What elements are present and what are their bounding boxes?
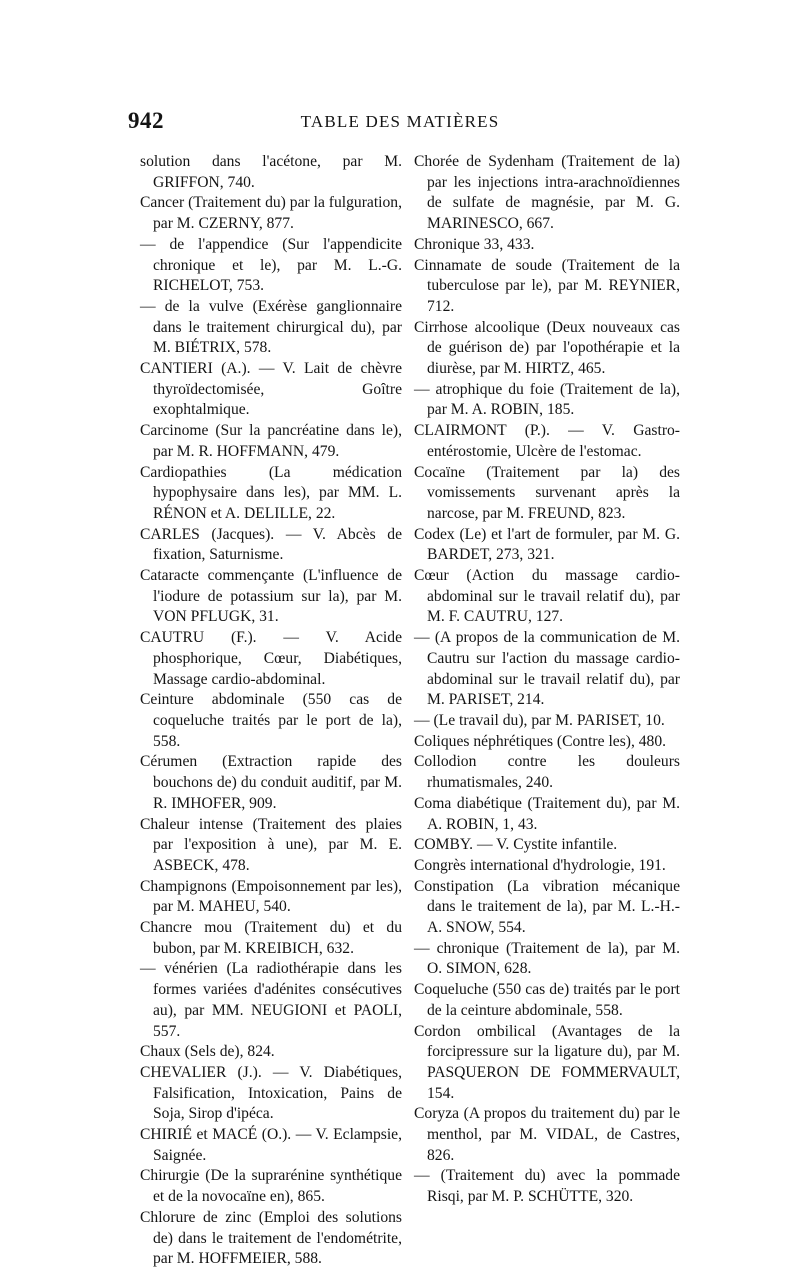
running-title: TABLE DES MATIÈRES [300,112,500,131]
index-entry: Congrès international d'hydrologie, 191. [414,856,666,874]
left-column [140,152,402,1270]
index-entry: CLAIRMONT (P.). — V. Gastro-entérostomie, Ulcère de l'estomac. [414,422,680,460]
index-entry: Cœur (Action du massage cardio-abdominal sur le travail relatif du), par M. F. CAUTRU, 127. [414,567,680,626]
index-entry: CAUTRU (F.). — V. Acide phosphorique, Cœur, Diabétiques, Massage cardio-abdominal. [140,629,402,688]
page-number: 942 [128,108,164,133]
index-entry: — atrophique du foie (Traitement de la), par M. A. ROBIN, 185. [414,380,680,419]
index-entry: Coma diabétique (Traitement du), par M. A. ROBIN, 1, 43. [414,794,680,833]
index-entry: Codex (Le) et l'art de formuler, par M. G. BARDET, 273, 321. [414,525,680,564]
index-entry: Chlorure de zinc (Emploi des solutions de) dans le traitement de l'endométrite, par M. HOFFMEIER, 588. [140,1208,402,1268]
index-entry: Constipation (La vibration mécanique dans le traitement de la), par M. L.-H.-A. SNOW, 554. [414,877,680,937]
index-entry: Chirurgie (De la suprarénine synthétique et de la novocaïne en), 865. [140,1167,402,1206]
index-entry: CARLES (Jacques). — V. Abcès de fixation, Saturnisme. [140,525,402,564]
index-entry: solution dans l'acétone, par M. GRIFFON, 740. [140,153,402,191]
index-entry: Chaleur intense (Traitement des plaies par l'exposition à une), par M. E. ASBECK, 478. [140,815,402,874]
index-entry: Cardiopathies (La médication hypophysaire dans les), par MM. L. RÉNON et A. DELILLE, 22. [140,463,402,522]
index-entry: CANTIERI (A.). — V. Lait de chèvre thyroïdectomisée, Goître exophtalmique. [140,360,402,419]
index-entry: — vénérien (La radiothérapie dans les formes variées d'adénites consécutives au), par MM. NEUGIONI et PAOLI, 557. [140,960,402,1040]
index-entry: — chronique (Traitement de la), par M. O. SIMON, 628. [414,939,680,978]
index-entry: Chorée de Sydenham (Traitement de la) par les injections intra-arachnoïdiennes de sulfate de magnésie, par M. G. MARINESCO, 667. [414,153,680,233]
index-entry: Champignons (Empoisonnement par les), par M. MAHEU, 540. [140,877,402,916]
index-entry: Cordon ombilical (Avantages de la forcipressure sur la ligature du), par M. PASQUERON DE FOMMERVAULT, 154. [414,1022,680,1102]
index-entry: Coryza (A propos du traitement du) par le menthol, par M. VIDAL, de Castres, 826. [414,1105,680,1164]
index-entry: Ceinture abdominale (550 cas de coqueluche traités par le port de la), 558. [140,691,402,750]
index-entry: Chronique 33, 433. [414,235,535,253]
index-entry: Cancer (Traitement du) par la fulguration, par M. CZERNY, 877. [140,194,402,233]
index-entry: CHIRIÉ et MACÉ (O.). — V. Eclampsie, Saignée. [140,1126,402,1164]
index-entry: — de la vulve (Exérèse ganglionnaire dans le traitement chirurgical du), par M. BIÉTRIX, 578. [140,297,402,357]
index-entry: Cocaïne (Traitement par la) des vomissements survenant après la narcose, par M. FREUND, 823. [414,463,680,522]
index-entry: COMBY. — V. Cystite infantile. [414,836,618,854]
index-entry: — (Traitement du) avec la pommade Risqi, par M. P. SCHÜTTE, 320. [414,1167,680,1206]
index-entry: Cataracte commençante (L'influence de l'iodure de potassium sur la), par M. VON PFLUGK, 31. [140,567,402,626]
index-entry: Collodion contre les douleurs rhumatismales, 240. [414,753,680,792]
index-entry: Coliques néphrétiques (Contre les), 480. [414,732,667,750]
index-entry: Coqueluche (550 cas de) traités par le port de la ceinture abdominale, 558. [414,981,680,1019]
index-entry: CHEVALIER (J.). — V. Diabétiques, Falsification, Intoxication, Pains de Soja, Sirop d'ipéca. [140,1063,402,1123]
page-header [128,108,672,140]
index-entry: Cérumen (Extraction rapide des bouchons de) du conduit auditif, par M. R. IMHOFER, 909. [140,753,402,812]
index-entry: — de l'appendice (Sur l'appendicite chronique et le), par M. L.-G. RICHELOT, 753. [140,235,402,295]
right-column [414,152,680,1208]
index-entry: — (A propos de la communication de M. Cautru sur l'action du massage cardio-abdominal sur le travail relatif du), par M. PARISET, 214. [414,629,680,709]
index-entry: Cinnamate de soude (Traitement de la tuberculose par le), par M. REYNIER, 712. [414,256,680,315]
index-entry: Chaux (Sels de), 824. [140,1043,275,1061]
index-entry: Cirrhose alcoolique (Deux nouveaux cas de guérison de) par l'opothérapie et la diurèse, par M. HIRTZ, 465. [414,318,680,378]
index-entry: Chancre mou (Traitement du) et du bubon, par M. KREIBICH, 632. [140,919,402,957]
index-entry: Carcinome (Sur la pancréatine dans le), par M. R. HOFFMANN, 479. [140,422,402,460]
index-entry: — (Le travail du), par M. PARISET, 10. [414,711,665,729]
